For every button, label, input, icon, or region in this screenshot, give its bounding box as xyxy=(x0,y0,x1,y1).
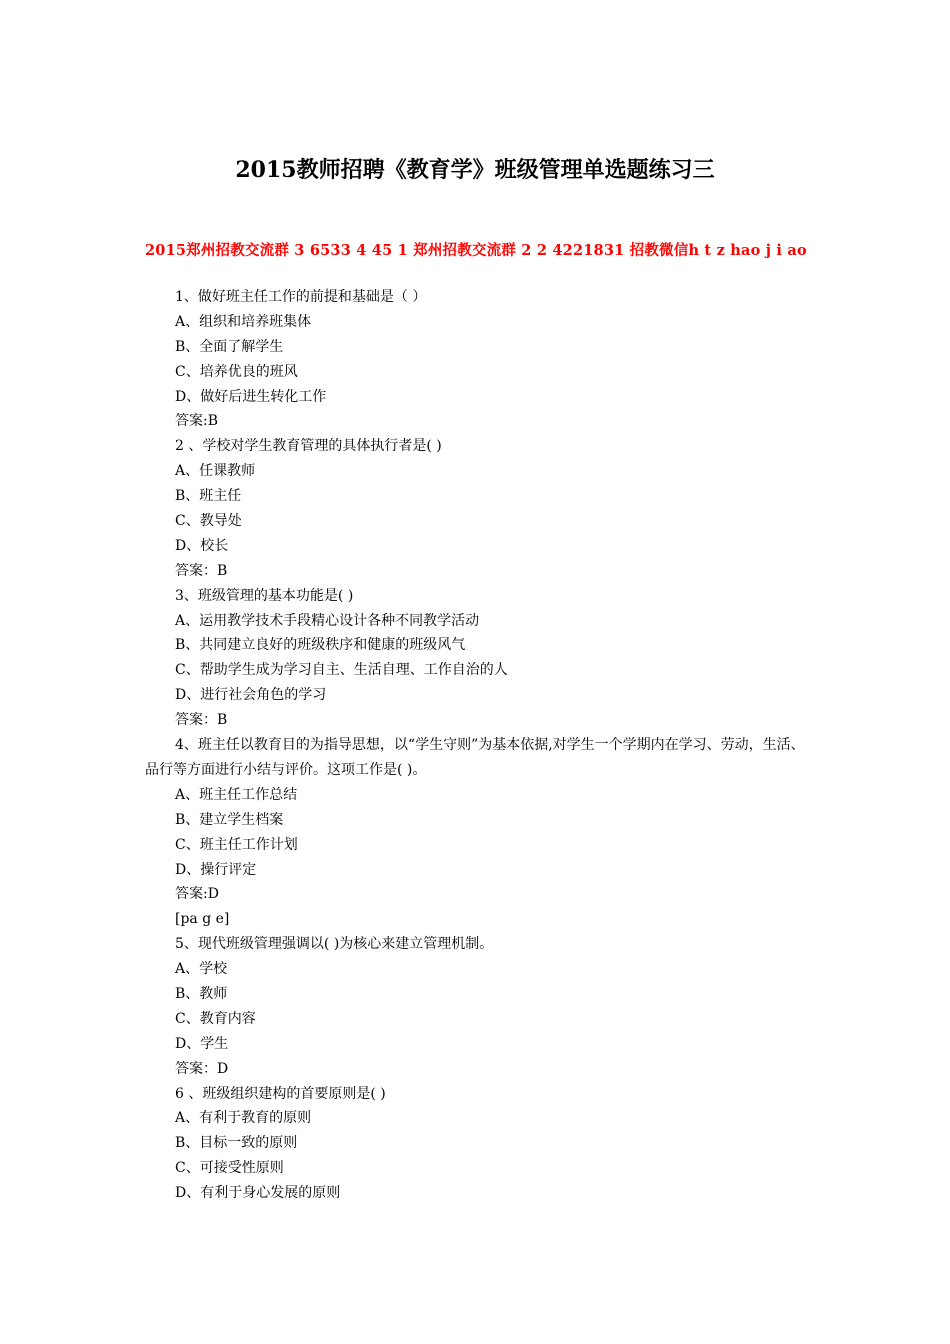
text-line: C、帮助学生成为学习自主、生活自理、工作自治的人 xyxy=(175,662,508,679)
text-line: 6 、班级组织建构的首要原则是( ) xyxy=(175,1085,386,1102)
text-line: C、培养优良的班风 xyxy=(175,363,298,380)
text-line: B、目标一致的原则 xyxy=(175,1135,298,1152)
text-line: A、组织和培养班集体 xyxy=(175,313,312,330)
text-line: C、教导处 xyxy=(175,513,242,530)
answer-line: 答案:D xyxy=(175,886,219,903)
answer-line: 答案：B xyxy=(175,562,228,579)
text-line: B、共同建立良好的班级秩序和健康的班级风气 xyxy=(175,637,466,654)
text-line: 2 、学校对学生教育管理的具体执行者是( ) xyxy=(175,438,442,455)
text-line: D、校长 xyxy=(175,537,229,554)
document-title: 2015教师招聘《教育学》班级管理单选题练习三 xyxy=(235,157,715,183)
text-line: B、全面了解学生 xyxy=(175,338,284,355)
text-line: C、可接受性原则 xyxy=(175,1160,284,1177)
text-line: B、建立学生档案 xyxy=(175,811,284,828)
text-line: 5、现代班级管理强调以( )为核心来建立管理机制。 xyxy=(175,936,494,953)
text-line: C、教育内容 xyxy=(175,1010,256,1027)
text-line: A、运用教学技术手段精心设计各种不同教学活动 xyxy=(175,612,480,629)
answer-line: 答案:B xyxy=(175,413,219,430)
text-line: B、班主任 xyxy=(175,488,242,505)
text-line: A、班主任工作总结 xyxy=(175,786,298,803)
text-line: B、教师 xyxy=(175,985,228,1002)
text-line: D、有利于身心发展的原则 xyxy=(175,1185,341,1202)
text-line: A、学校 xyxy=(175,961,228,978)
text-line: 1、做好班主任工作的前提和基础是（ ） xyxy=(175,289,427,305)
text-line: D、做好后进生转化工作 xyxy=(175,388,327,405)
answer-line: 答案：D xyxy=(175,1060,229,1077)
page-marker: [pa g e] xyxy=(175,911,230,928)
text-line: C、班主任工作计划 xyxy=(175,836,298,853)
text-line: A、有利于教育的原则 xyxy=(175,1110,312,1127)
text-line: D、进行社会角色的学习 xyxy=(175,687,327,704)
promo-text: 2015郑州招教交流群 3 6533 4 45 1 郑州招教交流群 2 2 4221831 招教微信h t z hao j i ao xyxy=(145,242,807,259)
text-line: D、学生 xyxy=(175,1035,229,1052)
text-line: 3、班级管理的基本功能是( ) xyxy=(175,587,354,604)
answer-line: 答案：B xyxy=(175,712,228,729)
document-body xyxy=(145,285,810,1206)
text-line: A、任课教师 xyxy=(175,463,256,480)
text-line: D、操行评定 xyxy=(175,861,257,878)
question-4-text: 4、班主任以教育目的为指导思想，以“学生守则”为基本依据,对学生一个学期内在学习、劳动，生活、品行等方面进行小结与评价。这项工作是( )。 xyxy=(145,737,805,778)
